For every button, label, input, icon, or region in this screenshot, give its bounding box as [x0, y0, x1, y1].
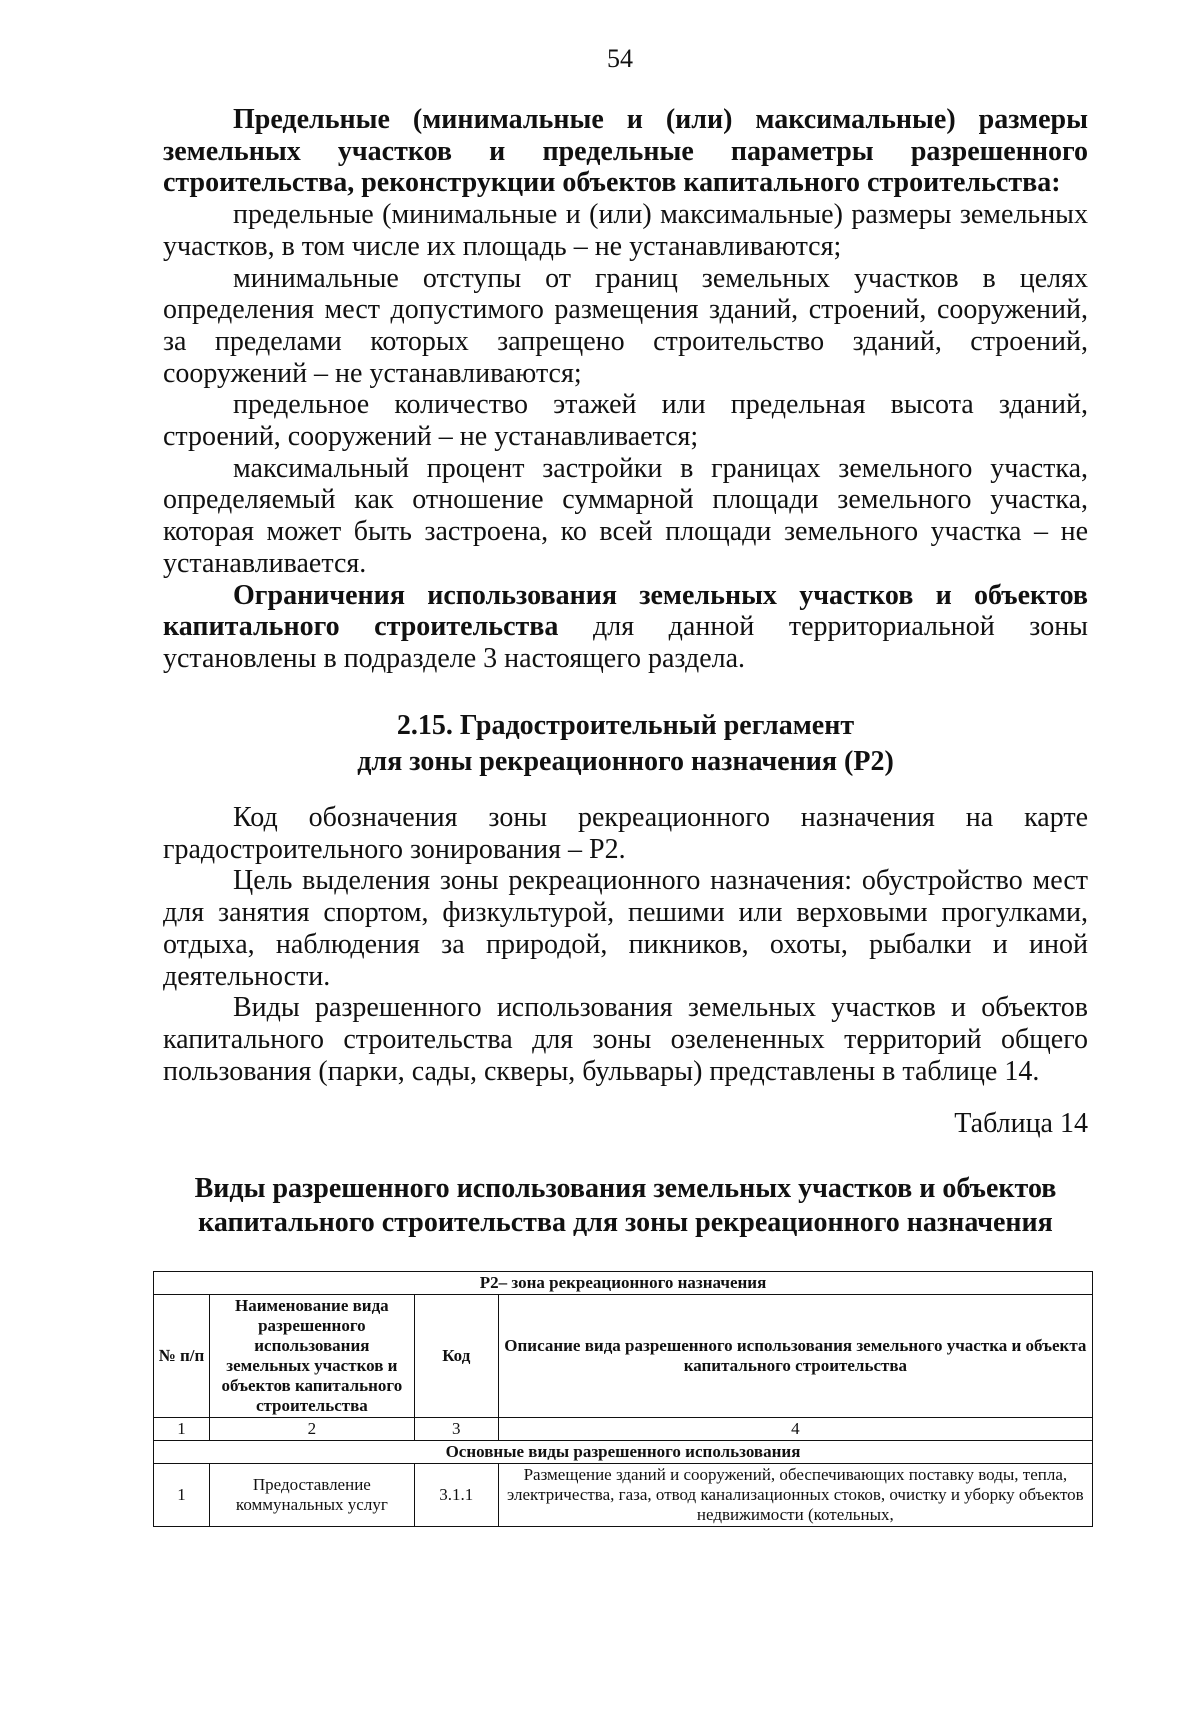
table-group-row — [154, 1441, 1093, 1464]
limits-section — [163, 104, 1088, 675]
table-zone-header-row — [154, 1272, 1093, 1295]
table-header-name: Наименование вида разрешенного использования земельных участков и объектов капитального строительства — [209, 1295, 414, 1418]
table-col-number: 4 — [498, 1418, 1092, 1441]
table-header-num: № п/п — [154, 1295, 210, 1418]
restrictions-rest: для данной территориальной зоны установлены в подразделе 3 настоящего раздела. — [163, 611, 1088, 674]
table-title — [163, 1172, 1088, 1240]
limits-item: максимальный процент застройки в границах земельного участка, определяемый как отношение суммарной площади земельного участка, которая может быть застроена, ко всей площади земельного участка – не устанавливается. — [163, 452, 1088, 579]
section-heading-line2: для зоны рекреационного назначения (Р2) — [357, 746, 894, 777]
table-title-line2: капитального строительства для зоны рекреационного назначения — [198, 1207, 1053, 1238]
table-cell-num: 1 — [154, 1464, 210, 1527]
page-number: 54 — [607, 44, 633, 73]
zone-paragraphs — [163, 802, 1088, 1087]
table-title-line1: Виды разрешенного использования земельных участков и объектов — [194, 1173, 1057, 1204]
restrictions-paragraph — [163, 580, 1088, 675]
zone-purpose-paragraph: Цель выделения зоны рекреационного назначения: обустройство мест для занятия спортом, физкультурой, пешими или верховыми прогулками, отдыха, наблюдения за природой, пикников, охоты, рыбалки и иной деятельности. — [163, 865, 1088, 992]
table-col-number: 2 — [209, 1418, 414, 1441]
table-cell-name: Предоставление коммунальных услуг — [209, 1464, 414, 1527]
limits-heading: Предельные (минимальные и (или) максимальные) размеры земельных участков и предельные параметры разрешенного строительства, реконструкции объектов капитального строительства: — [163, 104, 1088, 199]
zone-uses-paragraph: Виды разрешенного использования земельных участков и объектов капитального строительства для зоны озелененных территорий общего пользования (парки, сады, скверы, бульвары) представлены в таблице 14. — [163, 992, 1088, 1087]
table-label: Таблица 14 — [954, 1108, 1088, 1139]
limits-item: предельное количество этажей или предельная высота зданий, строений, сооружений – не устанавливается; — [163, 389, 1088, 453]
table-col-number: 1 — [154, 1418, 210, 1441]
table-header-description: Описание вида разрешенного использования земельного участка и объекта капитального строительства — [498, 1295, 1092, 1418]
table-row — [154, 1464, 1093, 1527]
table-col-number: 3 — [414, 1418, 498, 1441]
table-cell-code: 3.1.1 — [414, 1464, 498, 1527]
limits-item: минимальные отступы от границ земельных участков в целях определения мест допустимого размещения зданий, строений, сооружений, за пределами которых запрещено строительство зданий, строений, сооружений – не устанавливаются; — [163, 262, 1088, 389]
restrictions-bold: Ограничения использования земельных участков и объектов капитального строительства — [163, 579, 1088, 643]
section-heading — [163, 708, 1088, 780]
table-cell-description: Размещение зданий и сооружений, обеспечивающих поставку воды, тепла, электричества, газа, отвод канализационных стоков, очистку и уборку объектов недвижимости (котельных, — [498, 1464, 1092, 1527]
table-col-numbers-row — [154, 1418, 1093, 1441]
table-header-row — [154, 1295, 1093, 1418]
table-zone-header: Р2– зона рекреационного назначения — [154, 1272, 1093, 1295]
limits-item: предельные (минимальные и (или) максимальные) размеры земельных участков, в том числе их площадь – не устанавливаются; — [163, 199, 1088, 262]
section-heading-line1: 2.15. Градостроительный регламент — [396, 710, 855, 741]
zone-code-paragraph: Код обозначения зоны рекреационного назначения на карте градостроительного зонирования – Р2. — [163, 802, 1088, 865]
table-header-code: Код — [414, 1295, 498, 1418]
table-group-header: Основные виды разрешенного использования — [154, 1441, 1093, 1464]
permitted-uses-table — [153, 1271, 1093, 1527]
